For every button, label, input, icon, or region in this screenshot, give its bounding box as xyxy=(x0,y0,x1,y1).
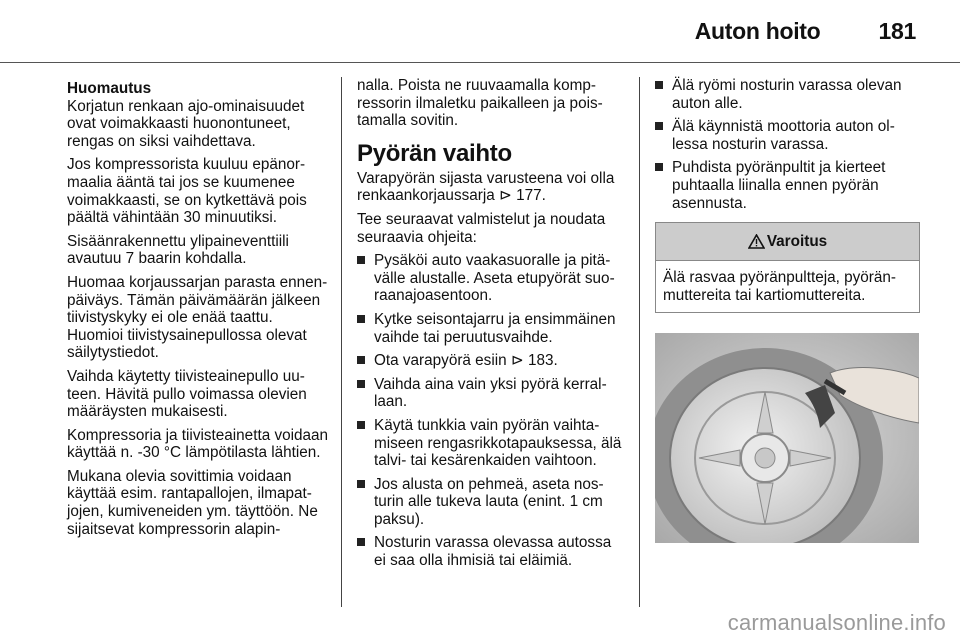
instruction-list xyxy=(357,252,623,570)
list-item xyxy=(357,376,623,411)
square-bullet-icon xyxy=(357,380,365,388)
column-3 xyxy=(655,77,920,548)
list-item xyxy=(357,476,623,529)
paragraph: Vaihda käytetty tiivisteainepullo uuteen. Hävitä pullo voimassa olevien määräysten mukaisesti. xyxy=(67,367,307,421)
list-item xyxy=(357,417,623,470)
list-item-text: Pysäköi auto vaakasuoralle ja pitävälle alustalle. Aseta etupyörät suoraanajoasentoon. xyxy=(374,252,615,305)
page-number: 181 xyxy=(878,18,916,44)
wheel-cover-removal-illustration xyxy=(655,333,919,543)
list-item-text: Käytä tunkkia vain pyörän vaihtamiseen rengasrikkotapauksessa, älä talvi- tai kesärenkaiden vaihtoon. xyxy=(374,416,622,470)
warning-box xyxy=(655,222,920,313)
list-item-text: Kytke seisontajarru ja ensimmäinen vaihde tai peruutusvaihde. xyxy=(374,310,616,346)
column-divider xyxy=(639,77,640,607)
square-bullet-icon xyxy=(357,256,365,264)
page-header xyxy=(0,18,916,45)
list-item xyxy=(357,252,623,305)
section-title: Auton hoito xyxy=(694,18,821,44)
list-item-text: Älä ryömi nosturin varassa olevan auton alle. xyxy=(672,77,902,112)
paragraph: Kompressoria ja tiivisteainetta voidaan käyttää n. -30 °C lämpötilasta lähtien. xyxy=(67,426,329,462)
paragraph: Mukana olevia sovittimia voidaan käyttää esim. rantapallojen, ilmapatjojen, kumiveneiden ym. täyttöön. Ne sijaitsevat kompressorin alapin- xyxy=(67,467,318,538)
paragraph: Sisäänrakennettu ylipaineventtiili avautuu 7 baarin kohdalla. xyxy=(67,232,289,268)
paragraph: Korjatun renkaan ajo-ominaisuudet ovat voimakkaasti huonontuneet, rengas on siksi vaihdettava. xyxy=(67,97,305,150)
warning-title: Varoitus xyxy=(766,233,828,251)
square-bullet-icon xyxy=(357,538,365,546)
square-bullet-icon xyxy=(357,315,365,323)
list-item xyxy=(655,159,920,212)
list-item-text: Puhdista pyöränpultit ja kierteet puhtaalla liinalla ennen pyörän asennusta. xyxy=(672,159,886,212)
paragraph: Jos kompressorista kuuluu epänormaalia ääntä tai jos se kuumenee voimakkaasti, se on kytkettävä pois päältä vähintään 30 minuutiksi. xyxy=(67,156,307,227)
list-item xyxy=(655,118,920,153)
section-heading: Pyörän vaihto xyxy=(357,139,512,167)
paragraph: Tee seuraavat valmistelut ja noudata seuraavia ohjeita: xyxy=(357,210,606,246)
instruction-list xyxy=(655,77,920,212)
note-title: Huomautus xyxy=(67,80,152,97)
square-bullet-icon xyxy=(357,421,365,429)
square-bullet-icon xyxy=(357,480,365,488)
column-divider xyxy=(341,77,342,607)
list-item-text: Ota varapyörä esiin ⊳ 183. xyxy=(374,352,558,370)
warning-text: Älä rasvaa pyöränpultteja, pyöränmuttereita tai kartiomuttereita. xyxy=(663,269,897,304)
square-bullet-icon xyxy=(655,163,663,171)
list-item xyxy=(357,534,623,569)
list-item-text: Jos alusta on pehmeä, aseta nosturin alle tukeva lauta (enint. 1 cm paksu). xyxy=(374,475,604,528)
watermark: carmanualsonline.info xyxy=(727,610,946,635)
warning-triangle-icon xyxy=(748,234,765,249)
column-2 xyxy=(357,77,623,576)
header-rule xyxy=(0,62,960,63)
list-item xyxy=(357,352,623,370)
list-item-text: Nosturin varassa olevassa autossa ei saa olla ihmisiä tai eläimiä. xyxy=(374,534,612,570)
list-item-text: Älä käynnistä moottoria auton ollessa nosturin varassa. xyxy=(672,118,895,153)
square-bullet-icon xyxy=(655,122,663,130)
paragraph: nalla. Poista ne ruuvaamalla kompressorin ilmaletku paikalleen ja poistamalla sovitin. xyxy=(357,77,603,130)
paragraph: Varapyörän sijasta varusteena voi olla renkaankorjaussarja ⊳ 177. xyxy=(357,169,615,205)
paragraph: Huomaa korjaussarjan parasta ennen-päiväys. Tämän päivämäärän jälkeen tiivistyskyky ei ole enää taattu. Huomioi tiivistysainepullossa olevat säilytystiedot. xyxy=(67,273,328,362)
column-1 xyxy=(67,80,329,544)
warning-header xyxy=(656,223,919,261)
list-item xyxy=(655,77,920,112)
square-bullet-icon xyxy=(357,356,365,364)
list-item xyxy=(357,311,623,346)
list-item-text: Vaihda aina vain yksi pyörä kerrallaan. xyxy=(374,375,607,411)
square-bullet-icon xyxy=(655,81,663,89)
